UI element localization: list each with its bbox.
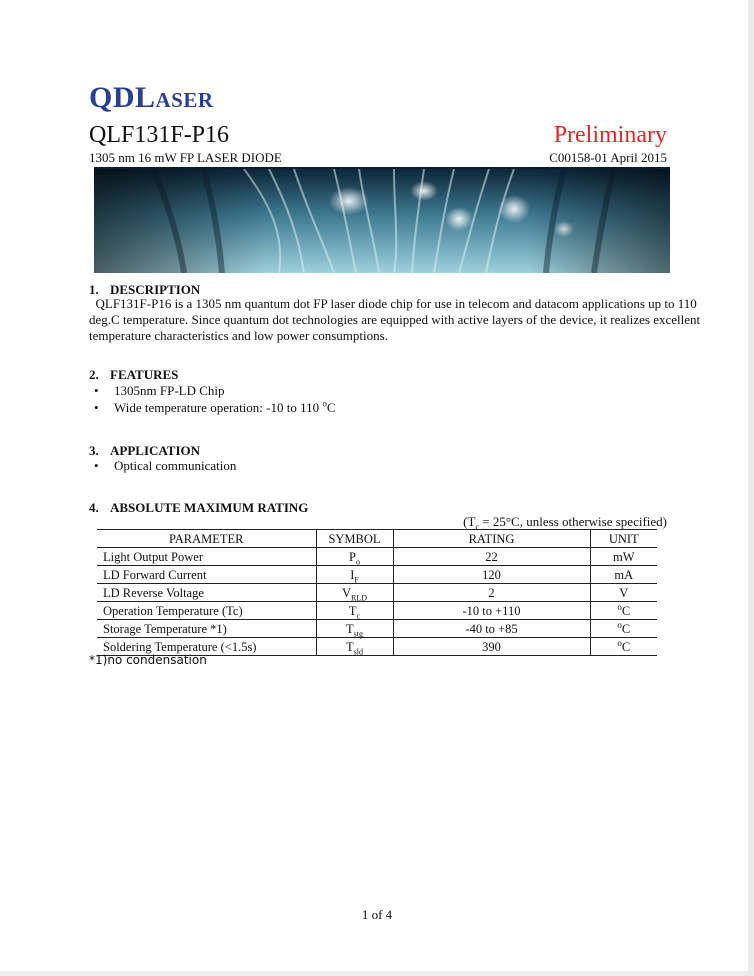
table-header-row <box>97 530 657 548</box>
document-id-date: C00158-01 April 2015 <box>549 150 667 165</box>
parameter-cell: Storage Temperature *1) <box>97 620 316 638</box>
rating-cell: 22 <box>393 548 590 566</box>
bullet-icon: • <box>94 458 99 473</box>
page-number: 1 of 4 <box>361 907 393 922</box>
product-subtitle: 1305 nm 16 mW FP LASER DIODE <box>89 150 282 165</box>
product-title: QLF131F-P16 <box>89 122 230 148</box>
symbol-cell: $V_{RLD}$ <box>316 584 393 602</box>
table-row <box>97 584 657 602</box>
symbol-cell: $T_{sld}$ <box>316 638 393 656</box>
rating-cell: -10 to +110 <box>393 602 590 620</box>
banner-graphic <box>94 169 670 273</box>
parameter-cell: Soldering Temperature (<1.5s) <box>97 638 316 656</box>
unit-cell: $^o$C <box>590 602 657 620</box>
unit-cell: mA <box>590 566 657 584</box>
unit-cell: mW <box>590 548 657 566</box>
description-heading: 1. DESCRIPTION <box>89 282 201 297</box>
bullet-icon: • <box>94 383 99 398</box>
ratings-heading: 4. ABSOLUTE MAXIMUM RATING <box>89 500 309 515</box>
page-edge-shadow <box>748 0 754 976</box>
list-item: • 1305nm FP-LD Chip <box>94 383 225 398</box>
list-item: • Wide temperature operation: -10 to 110 $^o$C <box>94 398 336 415</box>
description-text: QLF131F-P16 is a 1305 nm quantum dot FP laser diode chip for use in telecom and datacom applications up to 110 deg.C temperature. Since quantum dot technologies are equipped with active layers of the device, it realizes excellent temperature characteristics and low power consumptions. <box>89 296 701 343</box>
parameter-cell: LD Forward Current <box>97 566 316 584</box>
page-edge-shadow <box>0 971 754 976</box>
absolute-max-rating-table <box>97 529 657 656</box>
unit-cell: V <box>590 584 657 602</box>
features-heading: 2. FEATURES <box>89 367 179 382</box>
rating-cell: 390 <box>393 638 590 656</box>
ratings-condition-note: ($T_c = 25^\circ C$, unless otherwise specified) <box>463 514 667 532</box>
unit-cell: $^o$C <box>590 638 657 656</box>
table-footnote: *1)no condensation <box>89 653 207 667</box>
bullet-icon: • <box>94 400 99 415</box>
fiber-optic-banner-image <box>94 167 670 273</box>
rating-cell: -40 to +85 <box>393 620 590 638</box>
list-item: • Optical communication <box>94 458 237 473</box>
features-list <box>92 383 336 417</box>
parameter-cell: Light Output Power <box>97 548 316 566</box>
column-header: SYMBOL <box>316 530 393 548</box>
table-row <box>97 566 657 584</box>
symbol-cell: $I_F$ <box>316 566 393 584</box>
application-heading: 3. APPLICATION <box>89 443 201 458</box>
parameter-cell: LD Reverse Voltage <box>97 584 316 602</box>
table-row <box>97 620 657 638</box>
rating-cell: 2 <box>393 584 590 602</box>
company-logo: QDLASER <box>89 81 214 114</box>
symbol-cell: $P_o$ <box>316 548 393 566</box>
application-list <box>92 458 236 475</box>
rating-cell: 120 <box>393 566 590 584</box>
column-header: UNIT <box>590 530 657 548</box>
column-header: PARAMETER <box>97 530 316 548</box>
status-label: Preliminary <box>553 122 667 148</box>
table-row <box>97 548 657 566</box>
table-row <box>97 602 657 620</box>
symbol-cell: $T_c$ <box>316 602 393 620</box>
parameter-cell: Operation Temperature (Tc) <box>97 602 316 620</box>
symbol-cell: $T_{stg}$ <box>316 620 393 638</box>
unit-cell: $^o$C <box>590 620 657 638</box>
column-header: RATING <box>393 530 590 548</box>
